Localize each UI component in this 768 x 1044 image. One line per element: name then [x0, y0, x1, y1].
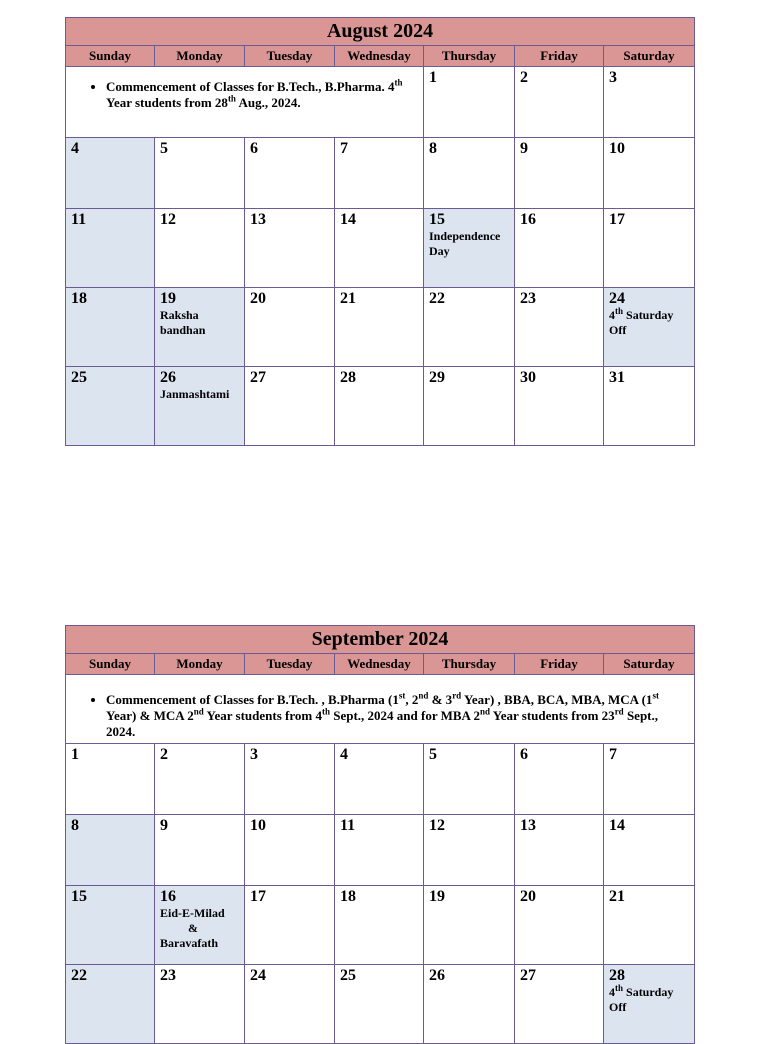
weekday-header [66, 654, 695, 675]
day-cell: 6 [245, 138, 335, 209]
weekday-monday: Monday [155, 654, 245, 675]
day-cell: 3 [604, 67, 695, 138]
holiday-label: 4th Saturday Off [609, 983, 674, 1014]
day-cell: 12 [155, 209, 245, 288]
day-cell: 8 [424, 138, 515, 209]
day-cell: 28 [335, 367, 424, 446]
day-cell-holiday: 19 Raksha bandhan [155, 288, 245, 367]
weekday-header [66, 46, 695, 67]
day-cell: 1 [66, 744, 155, 815]
weekday-wednesday: Wednesday [335, 654, 424, 675]
day-cell-holiday: 16 Eid-E-Milad & Baravafath [155, 886, 245, 965]
month-note [66, 675, 695, 744]
day-cell: 3 [245, 744, 335, 815]
day-cell: 13 [245, 209, 335, 288]
holiday-label: 4th Saturday Off [609, 306, 674, 337]
day-cell: 18 [66, 288, 155, 367]
day-cell: 20 [515, 886, 604, 965]
day-cell: 4 [66, 138, 155, 209]
day-cell: 16 [515, 209, 604, 288]
weekday-wednesday: Wednesday [335, 46, 424, 67]
september-calendar [65, 625, 695, 1044]
day-cell: 2 [155, 744, 245, 815]
day-cell: 9 [155, 815, 245, 886]
day-cell: 22 [424, 288, 515, 367]
day-cell: 25 [335, 965, 424, 1044]
day-cell: 27 [515, 965, 604, 1044]
day-cell: 7 [335, 138, 424, 209]
weekday-thursday: Thursday [424, 46, 515, 67]
day-cell: 29 [424, 367, 515, 446]
holiday-label: Independence Day [429, 229, 501, 258]
weekday-saturday: Saturday [604, 654, 695, 675]
month-title: September 2024 [66, 626, 695, 654]
day-cell: 14 [335, 209, 424, 288]
note-item: • Commencement of Classes for B.Tech. , B.Pharma (1st, 2nd & 3rd Year) , BBA, BCA, MBA, MCA (1st Year) & MCA 2nd Year students from 4th Sept., 2024 and for MBA 2nd Year students from 23rd Sept., 2024. [106, 692, 686, 740]
day-cell: 2 [515, 67, 604, 138]
weekday-friday: Friday [515, 654, 604, 675]
day-cell: 18 [335, 886, 424, 965]
holiday-label: Raksha bandhan [160, 308, 206, 337]
day-cell: 6 [515, 744, 604, 815]
weekday-sunday: Sunday [66, 654, 155, 675]
day-cell: 12 [424, 815, 515, 886]
day-cell: 22 [66, 965, 155, 1044]
day-cell: 4 [335, 744, 424, 815]
holiday-label: Eid-E-Milad & Baravafath [160, 906, 225, 950]
august-calendar [65, 17, 695, 446]
weekday-tuesday: Tuesday [245, 46, 335, 67]
day-cell: 24 [245, 965, 335, 1044]
day-cell: 15 [66, 886, 155, 965]
day-cell: 25 [66, 367, 155, 446]
weekday-monday: Monday [155, 46, 245, 67]
weekday-friday: Friday [515, 46, 604, 67]
day-cell: 13 [515, 815, 604, 886]
day-cell: 23 [515, 288, 604, 367]
note-item: • Commencement of Classes for B.Tech., B.Pharma. 4th Year students from 28th Aug., 2024. [106, 79, 415, 111]
day-cell: 27 [245, 367, 335, 446]
day-cell: 5 [424, 744, 515, 815]
day-cell: 19 [424, 886, 515, 965]
day-cell: 21 [604, 886, 695, 965]
weekday-saturday: Saturday [604, 46, 695, 67]
day-cell: 8 [66, 815, 155, 886]
day-cell: 11 [66, 209, 155, 288]
month-title: August 2024 [66, 18, 695, 46]
day-cell: 23 [155, 965, 245, 1044]
weekday-tuesday: Tuesday [245, 654, 335, 675]
day-cell: 10 [604, 138, 695, 209]
day-cell-holiday: 24 4th Saturday Off [604, 288, 695, 367]
holiday-label: Janmashtami [160, 387, 230, 401]
day-cell: 20 [245, 288, 335, 367]
day-cell: 14 [604, 815, 695, 886]
day-cell: 10 [245, 815, 335, 886]
weekday-sunday: Sunday [66, 46, 155, 67]
day-cell: 26 [424, 965, 515, 1044]
day-cell: 17 [245, 886, 335, 965]
day-cell: 5 [155, 138, 245, 209]
day-cell: 1 [424, 67, 515, 138]
day-cell-holiday: 26 Janmashtami [155, 367, 245, 446]
day-cell: 9 [515, 138, 604, 209]
day-cell: 17 [604, 209, 695, 288]
month-note [66, 67, 424, 138]
day-cell: 31 [604, 367, 695, 446]
day-cell-holiday: 28 4th Saturday Off [604, 965, 695, 1044]
day-cell: 30 [515, 367, 604, 446]
day-cell: 21 [335, 288, 424, 367]
day-cell: 11 [335, 815, 424, 886]
day-cell-holiday: 15 Independence Day [424, 209, 515, 288]
weekday-thursday: Thursday [424, 654, 515, 675]
day-cell: 7 [604, 744, 695, 815]
